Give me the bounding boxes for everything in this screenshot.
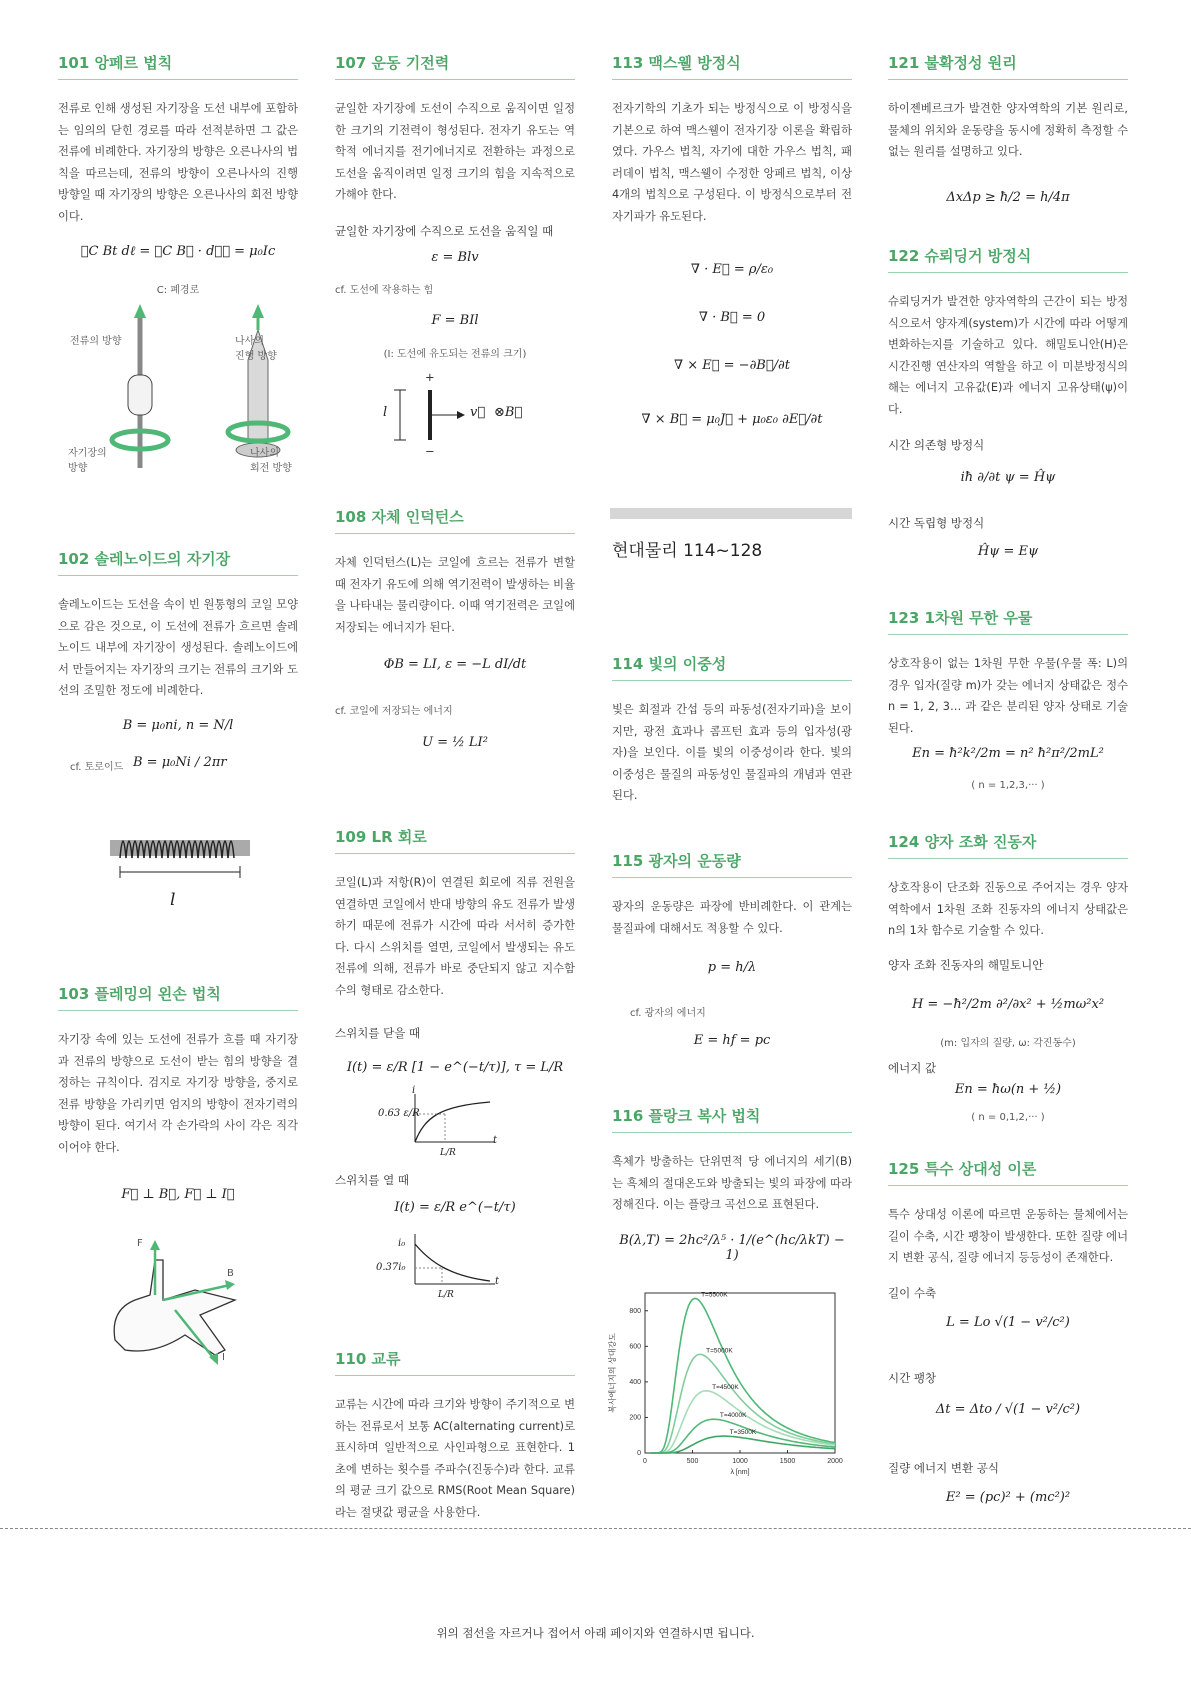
modern-physics-heading: 현대물리 114~128 — [612, 541, 763, 561]
planck-chart-svg — [605, 1285, 845, 1490]
section-103 — [58, 983, 298, 1158]
label-plus: + — [425, 370, 435, 384]
label-open: 스위치를 열 때 — [335, 1173, 409, 1187]
moving-rod-figure — [385, 385, 505, 445]
section-body: 전자기학의 기초가 되는 방정식으로 이 방정식을 기본으로 하여 맥스웰이 전자기장 이론을 확립하였다. 가우스 법칙, 자기에 대한 가우스 법칙, 패러데이 법칙, 맥스웰이 수정한 앙페르 법칙, 이상 4개의 법칙으로 구성된다. 이 방정식으로부터 전자기파가 유도된다. — [612, 102, 852, 223]
footer-note: 위의 점선을 자르거나 접어서 아래 페이지와 연결하시면 됩니다. — [436, 1625, 755, 1640]
label-current-direction: 전류의 방향 — [70, 336, 122, 347]
y-tick-label: 0 — [637, 1450, 641, 1457]
equation-time-dilation: Δt = Δto / √(1 − v²/c²) — [935, 1402, 1081, 1417]
series-label: T=5500K — [701, 1291, 728, 1299]
section-body: 상호작용이 없는 1차원 무한 우물(우물 폭: L)의 경우 입자(질량 m)가 갖는 에너지 상태값은 정수 n = 1, 2, 3… 과 같은 분리된 양자 상태로 기술된다. — [888, 657, 1128, 735]
label: 균일한 자기장에 수직으로 도선을 움직일 때 — [335, 224, 554, 238]
section-body: 자체 인덕턴스(L)는 코일에 흐르는 전류가 변할 때 전자기 유도에 의해 역기전력이 발생하는 비율을 나타내는 물리량이다. 이때 역기전력은 코일에 저장되는 에너지가 된다. — [335, 556, 575, 634]
label-screw-progress: 나사의 진행 방향 — [235, 336, 277, 362]
equation-close: I(t) = ε/R [1 − e^(−t/τ)], τ = L/R — [346, 1060, 564, 1075]
section-title: 114 빛의 이중성 — [612, 653, 852, 681]
axis-i: i — [412, 1085, 416, 1096]
section-title: 102 솔레노이드의 자기장 — [58, 548, 298, 576]
equation-hamiltonian: H = −ħ²/2m ∂²/∂x² + ½mω²x² — [911, 997, 1105, 1012]
section-body: 교류는 시간에 따라 크기와 방향이 주기적으로 변하는 전류로서 보통 AC(alternating current)로 표시하며 일반적으로 사인파형으로 표현한다. 1초에 변하는 횟수를 주파수(진동수)라 한다. 교류의 평균 크기 값으로 RMS(Root Mean Square)라는 절댓값 평균을 사용한다. — [335, 1398, 575, 1519]
graph1-y-label: 0.63 ε/R — [378, 1108, 420, 1119]
section-title: 109 LR 회로 — [335, 826, 575, 854]
section-124 — [888, 831, 1128, 942]
y-tick-label: 600 — [629, 1343, 641, 1351]
equation-planck: B(λ,T) = 2hc²/λ⁵ · 1/(e^(hc/λkT) − 1) — [619, 1233, 845, 1263]
section-title: 122 슈뢰딩거 방정식 — [888, 245, 1128, 273]
label-mass-energy: 질량 에너지 변환 공식 — [888, 1461, 999, 1475]
section-113 — [612, 52, 852, 227]
equation-toroid: B = μ₀Ni / 2πr — [133, 755, 227, 770]
y-axis-label: 복사에너지의 상대강도 — [608, 1333, 617, 1413]
equation-force: F = BIl — [431, 313, 479, 328]
equation-energy: U = ½ LI² — [422, 735, 488, 750]
section-body: 흑체가 방출하는 단위면적 당 에너지의 세기(B)는 흑체의 절대온도와 방출되는 빛의 파장에 따라 정해진다. 이는 플랑크 곡선으로 표현된다. — [612, 1155, 852, 1211]
equation-infinite-well: En = ħ²k²/2m = n² ħ²π²/2mL² — [912, 746, 1104, 761]
label-screw-rotation: 나사의 회전 방향 — [250, 448, 292, 474]
label-hamiltonian: 양자 조화 진동자의 해밀토니안 — [888, 958, 1044, 972]
section-body: 균일한 자기장에 도선이 수직으로 움직이면 일정한 크기의 기전력이 형성된다. 전자기 유도는 역학적 에너지를 전기에너지로 전환하는 과정으로 도선을 움직이려면 일정 크기의 힘을 지속적으로 가해야 한다. — [335, 102, 575, 201]
cf-photon-energy: cf. 광자의 에너지 — [630, 1008, 706, 1019]
section-title: 108 자체 인덕턴스 — [335, 506, 575, 534]
label-length-contraction: 길이 수축 — [888, 1286, 937, 1300]
section-123 — [888, 607, 1128, 739]
label-minus: − — [425, 444, 435, 458]
section-122 — [888, 245, 1128, 420]
equation-oscillator-energy: En = ħω(n + ½) — [954, 1082, 1062, 1097]
label-time-dilation: 시간 팽창 — [888, 1371, 937, 1385]
section-115 — [612, 850, 852, 939]
section-body: 특수 상대성 이론에 따르면 운동하는 물체에서는 길이 수축, 시간 팽창이 발생한다. 또한 질량 에너지 변환 공식, 질량 에너지 등등성이 존재한다. — [888, 1208, 1128, 1264]
section-body: 전류로 인해 생성된 자기장을 도선 내부에 포함하는 임의의 닫힌 경로를 따라 선적분하면 그 값은 전류에 비례한다. 자기장의 방향은 오른나사의 법칙을 따르는데, 전류의 방향이 오른나사의 진행 방향일 때 자기장의 방향은 오른나사의 회전 방향이다. — [58, 102, 298, 223]
solenoid-figure — [105, 822, 255, 902]
axis-t: t — [495, 1276, 500, 1287]
equation-fleming: F⃗ ⊥ B⃗, F⃗ ⊥ I⃗ — [121, 1187, 235, 1202]
label-velocity: v⃗ — [470, 405, 486, 420]
section-125 — [888, 1158, 1128, 1269]
x-axis-label: λ [nm] — [730, 1469, 750, 1476]
section-title: 103 플레밍의 왼손 법칙 — [58, 983, 298, 1011]
graph1-x-label: L/R — [440, 1148, 456, 1158]
x-tick-label: 1000 — [732, 1458, 748, 1465]
equation-open: I(t) = ε/R e^(−t/τ) — [394, 1200, 516, 1215]
note: (m: 입자의 질량, ω: 각진동수) — [940, 1038, 1076, 1049]
label-length: l — [383, 405, 388, 420]
section-body: 상호작용이 단조화 진동으로 주어지는 경우 양자역학에서 1차원 조화 진동자의 에너지 상태값은 n의 1차 함수로 기술할 수 있다. — [888, 881, 1128, 937]
section-body: 하이젠베르크가 발견한 양자역학의 기본 원리로, 물체의 위치와 운동량을 동시에 정확히 측정할 수 없는 원리를 설명하고 있다. — [888, 102, 1128, 158]
series-label: T=4500K — [712, 1383, 739, 1391]
cf-energy: cf. 코일에 저장되는 에너지 — [335, 706, 453, 717]
equation-photon-energy: E = hf = pc — [693, 1033, 771, 1048]
equation-solenoid: B = μ₀ni, n = N/l — [122, 718, 234, 733]
section-101 — [58, 52, 298, 227]
equation-mass-energy: E² = (pc)² + (mc²)² — [945, 1490, 1071, 1505]
solenoid-length-label: l — [170, 890, 176, 910]
graph2-y-label: 0.37i₀ — [376, 1262, 406, 1273]
planck-chart — [605, 1285, 845, 1490]
hand-shape — [114, 1260, 235, 1355]
section-title: 113 맥스웰 방정식 — [612, 52, 852, 80]
section-title: 125 특수 상대성 이론 — [888, 1158, 1128, 1186]
coil-illustration — [105, 822, 255, 902]
rise-curve — [410, 1092, 500, 1152]
section-107 — [335, 52, 575, 206]
equation-gauss: ∇ · E⃗ = ρ/ε₀ — [690, 262, 774, 277]
label-field: ⊗B⃗ — [494, 405, 523, 420]
x-tick-label: 1500 — [779, 1458, 796, 1465]
section-114 — [612, 653, 852, 807]
equation-length-contraction: L = Lo √(1 − v²/c²) — [946, 1315, 1070, 1330]
equation-emf: ε = Blv — [431, 250, 479, 265]
axis-t: t — [493, 1135, 498, 1146]
label-current: I — [222, 1352, 225, 1363]
section-116 — [612, 1105, 852, 1216]
hand-shape — [128, 375, 152, 415]
graph-decay — [410, 1232, 500, 1292]
equation-momentum: p = h/λ — [707, 960, 757, 975]
series-label: T=4000K — [719, 1412, 747, 1420]
equation-time-independent: Ĥψ = Eψ — [977, 544, 1039, 559]
section-110 — [335, 1348, 575, 1523]
note: ( n = 0,1,2,··· ) — [971, 1112, 1045, 1123]
section-title: 107 운동 기전력 — [335, 52, 575, 80]
equation-inductance: ΦB = LI, ε = −L dI/dt — [383, 657, 527, 672]
label-energy: 에너지 값 — [888, 1061, 937, 1075]
equation-ampere-maxwell: ∇ × B⃗ = μ₀J⃗ + μ₀ε₀ ∂E⃗/∂t — [641, 412, 823, 427]
section-title: 116 플랑크 복사 법칙 — [612, 1105, 852, 1133]
rod-illustration — [385, 385, 505, 445]
label-field-direction: 자기장의 방향 — [68, 448, 107, 474]
series-label: T=5000K — [706, 1347, 733, 1355]
divider-bar — [610, 508, 852, 519]
left-hand-illustration — [105, 1240, 265, 1370]
equation-faraday: ∇ × E⃗ = −∂B⃗/∂t — [674, 358, 790, 373]
left-hand-figure — [105, 1240, 265, 1370]
equation-gauss-magnetism: ∇ · B⃗ = 0 — [698, 310, 766, 325]
x-tick-label: 500 — [686, 1458, 699, 1465]
label-force: F — [137, 1238, 143, 1249]
cut-line — [0, 1528, 1191, 1529]
section-body: 솔레노이드는 도선을 속이 빈 원통형의 코일 모양으로 감은 것으로, 이 도선에 전류가 흐르면 솔레노이드 내부에 자기장이 생성된다. 솔레노이드에서 만들어지는 자기장의 크기는 전류의 크기와 도선의 조밀한 정도에 비례한다. — [58, 598, 298, 697]
section-body: 빛은 회절과 간섭 등의 파동성(전자기파)을 보이지만, 광전 효과나 콤프턴 효과 등의 입자성(광자)을 보인다. 이를 빛의 이중성이라 한다. 빛의 이중성은 물질의 파동성인 물질파의 개념과 연관된다. — [612, 703, 852, 802]
section-title: 115 광자의 운동량 — [612, 850, 852, 878]
y-tick-label: 800 — [629, 1307, 641, 1315]
cf-force: cf. 도선에 작용하는 힘 — [335, 285, 434, 296]
equation-time-dependent: iħ ∂/∂t ψ = Ĥψ — [960, 470, 1056, 485]
section-121 — [888, 52, 1128, 163]
label-time-dependent: 시간 의존형 방정식 — [888, 438, 985, 452]
series-label: T=3500K — [729, 1429, 757, 1437]
label-field: B — [227, 1268, 234, 1279]
section-102 — [58, 548, 298, 702]
graph2-y0-label: i₀ — [398, 1238, 406, 1249]
section-body: 광자의 운동량은 파장에 반비례한다. 이 관계는 물질파에 대해서도 적용할 수 있다. — [612, 900, 852, 935]
section-body: 슈뢰딩거가 발견한 양자역학의 근간이 되는 방정식으로서 양자계(system)가 시간에 따라 어떻게 변화하는지를 기술하고 있다. 해밀토니안(H)은 시간진행 연산자의 역할을 하고 이 미분방정식의 해는 에너지 고유값(E)과 에너지 고유상태(ψ)이다. — [888, 295, 1128, 416]
y-tick-label: 400 — [629, 1378, 641, 1386]
x-tick-label: 0 — [643, 1458, 647, 1465]
x-tick-label: 2000 — [827, 1458, 843, 1465]
section-108 — [335, 506, 575, 638]
section-title: 101 앙페르 법칙 — [58, 52, 298, 80]
label-time-independent: 시간 독립형 방정식 — [888, 516, 985, 530]
section-body: 코일(L)과 저항(R)이 연결된 회로에 직류 전원을 연결하면 코일에서 반대 방향의 유도 전류가 발생하기 때문에 전류가 시간에 따라 서서히 증가한다. 다시 스위치를 열면, 코일에서 발생되는 유도 전류에 의해, 전류가 바로 중단되지 않고 지수함수의 형태로 감소한다. — [335, 876, 575, 997]
graph-rise — [410, 1092, 500, 1152]
note: (I: 도선에 유도되는 전류의 크기) — [383, 349, 527, 360]
caption: C: 폐경로 — [156, 285, 200, 296]
current-arrow-icon — [134, 304, 146, 318]
cf-toroid: cf. 토로이드 — [70, 762, 124, 773]
equation-ampere: ∮C Bt dℓ = ∮C B⃗ · dℓ⃗ = μ₀Iс — [80, 244, 276, 259]
progress-arrow-icon — [252, 304, 264, 318]
y-tick-label: 200 — [629, 1414, 641, 1422]
section-title: 123 1차원 무한 우물 — [888, 607, 1128, 635]
section-title: 121 불확정성 원리 — [888, 52, 1128, 80]
equation-uncertainty: ΔxΔp ≥ ħ/2 = h/4π — [946, 190, 1070, 205]
section-title: 124 양자 조화 진동자 — [888, 831, 1128, 859]
section-body: 자기장 속에 있는 도선에 전류가 흐를 때 자기장과 전류의 방향으로 도선이 받는 힘의 방향을 결정하는 규칙이다. 검지로 자기장 방향을, 중지로 전류 방향을 가리키면 엄지의 방향이 전자기력의 방향이 된다. 여기서 각 손가락의 사이 각은 직각이어야 한다. — [58, 1033, 298, 1154]
section-109 — [335, 826, 575, 1001]
graph2-x-label: L/R — [438, 1290, 454, 1300]
decay-curve — [410, 1232, 500, 1292]
note: ( n = 1,2,3,··· ) — [971, 780, 1045, 791]
label-close: 스위치를 닫을 때 — [335, 1026, 421, 1040]
section-title: 110 교류 — [335, 1348, 575, 1376]
